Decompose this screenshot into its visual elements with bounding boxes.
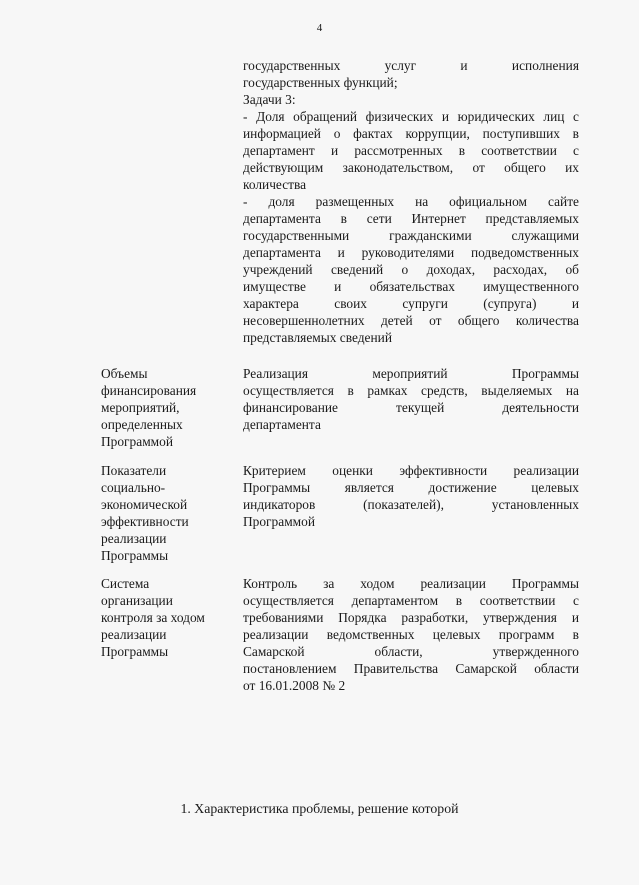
label-line: эффективности (101, 514, 189, 529)
text-line: информацией о фактах коррупции, поступивших в (243, 126, 579, 141)
label-line: Показатели (101, 463, 167, 478)
text-line: осуществляется в рамках средств, выделяемых на (243, 383, 579, 398)
label-line: организации (101, 593, 173, 608)
text-line: департамент и рассмотренных в соответствии с (243, 143, 579, 158)
label-line: экономической (101, 497, 188, 512)
text-line: департамента (243, 417, 321, 432)
label-line: мероприятий, (101, 400, 180, 415)
label-line: Программы (101, 644, 169, 659)
label-line: реализации (101, 627, 167, 642)
text-line: учреждений сведений о доходах, расходах, об (243, 262, 579, 277)
text-line: департамента и руководителями подведомственных (243, 245, 579, 260)
label-line: контроля за ходом (101, 610, 205, 625)
row-content-funding (243, 365, 579, 433)
text-line: количества (243, 177, 307, 192)
text-line: департамента в сети Интернет представляемых (243, 211, 579, 226)
label-line: Система (101, 576, 150, 591)
row-content-control-system (243, 575, 579, 694)
label-line: Объемы (101, 366, 148, 381)
text-line: государственных функций; (243, 75, 398, 90)
text-line: - Доля обращений физических и юридических лиц с (243, 109, 579, 124)
page-number: 4 (316, 22, 323, 34)
row-label-funding (101, 365, 236, 450)
text-line: Самарской области, утвержденного (243, 644, 579, 659)
text-line: действующим законодательством, от общего их (243, 160, 579, 175)
label-line: определенных (101, 417, 183, 432)
text-line: финансирование текущей деятельности (243, 400, 579, 415)
text-line: характера своих супруги (супруга) и (243, 296, 579, 311)
label-line: финансирования (101, 383, 197, 398)
row-label-efficiency-indicators (101, 462, 236, 564)
text-line: Контроль за ходом реализации Программы (243, 576, 579, 591)
section-heading: 1. Характеристика проблемы, решение которой (180, 801, 459, 816)
text-line: осуществляется департаментом в соответствии с (243, 593, 579, 608)
text-line: Задачи 3: (243, 92, 296, 107)
row-content-efficiency-indicators (243, 462, 579, 530)
label-line: социально- (101, 480, 166, 495)
text-line: Программой (243, 514, 316, 529)
label-line: реализации (101, 531, 167, 546)
text-line: государственных услуг и исполнения (243, 58, 579, 73)
text-line: индикаторов (показателей), установленных (243, 497, 579, 512)
text-line: требованиями Порядка разработки, утверждения и (243, 610, 579, 625)
text-line: от 16.01.2008 № 2 (243, 678, 346, 693)
text-line: несовершеннолетних детей от общего количества (243, 313, 579, 328)
continuation-text-block (243, 57, 579, 346)
text-line: представляемых сведений (243, 330, 392, 345)
text-line: Программы является достижение целевых (243, 480, 579, 495)
text-line: - доля размещенных на официальном сайте (243, 194, 579, 209)
text-line: имуществе и обязательствах имущественного (243, 279, 579, 294)
label-line: Программы (101, 548, 169, 563)
label-line: Программой (101, 434, 174, 449)
row-label-control-system (101, 575, 236, 660)
text-line: постановлением Правительства Самарской области (243, 661, 579, 676)
text-line: Критерием оценки эффективности реализации (243, 463, 579, 478)
text-line: Реализация мероприятий Программы (243, 366, 579, 381)
text-line: реализации ведомственных целевых программ в (243, 627, 579, 642)
text-line: государственными гражданскими служащими (243, 228, 579, 243)
